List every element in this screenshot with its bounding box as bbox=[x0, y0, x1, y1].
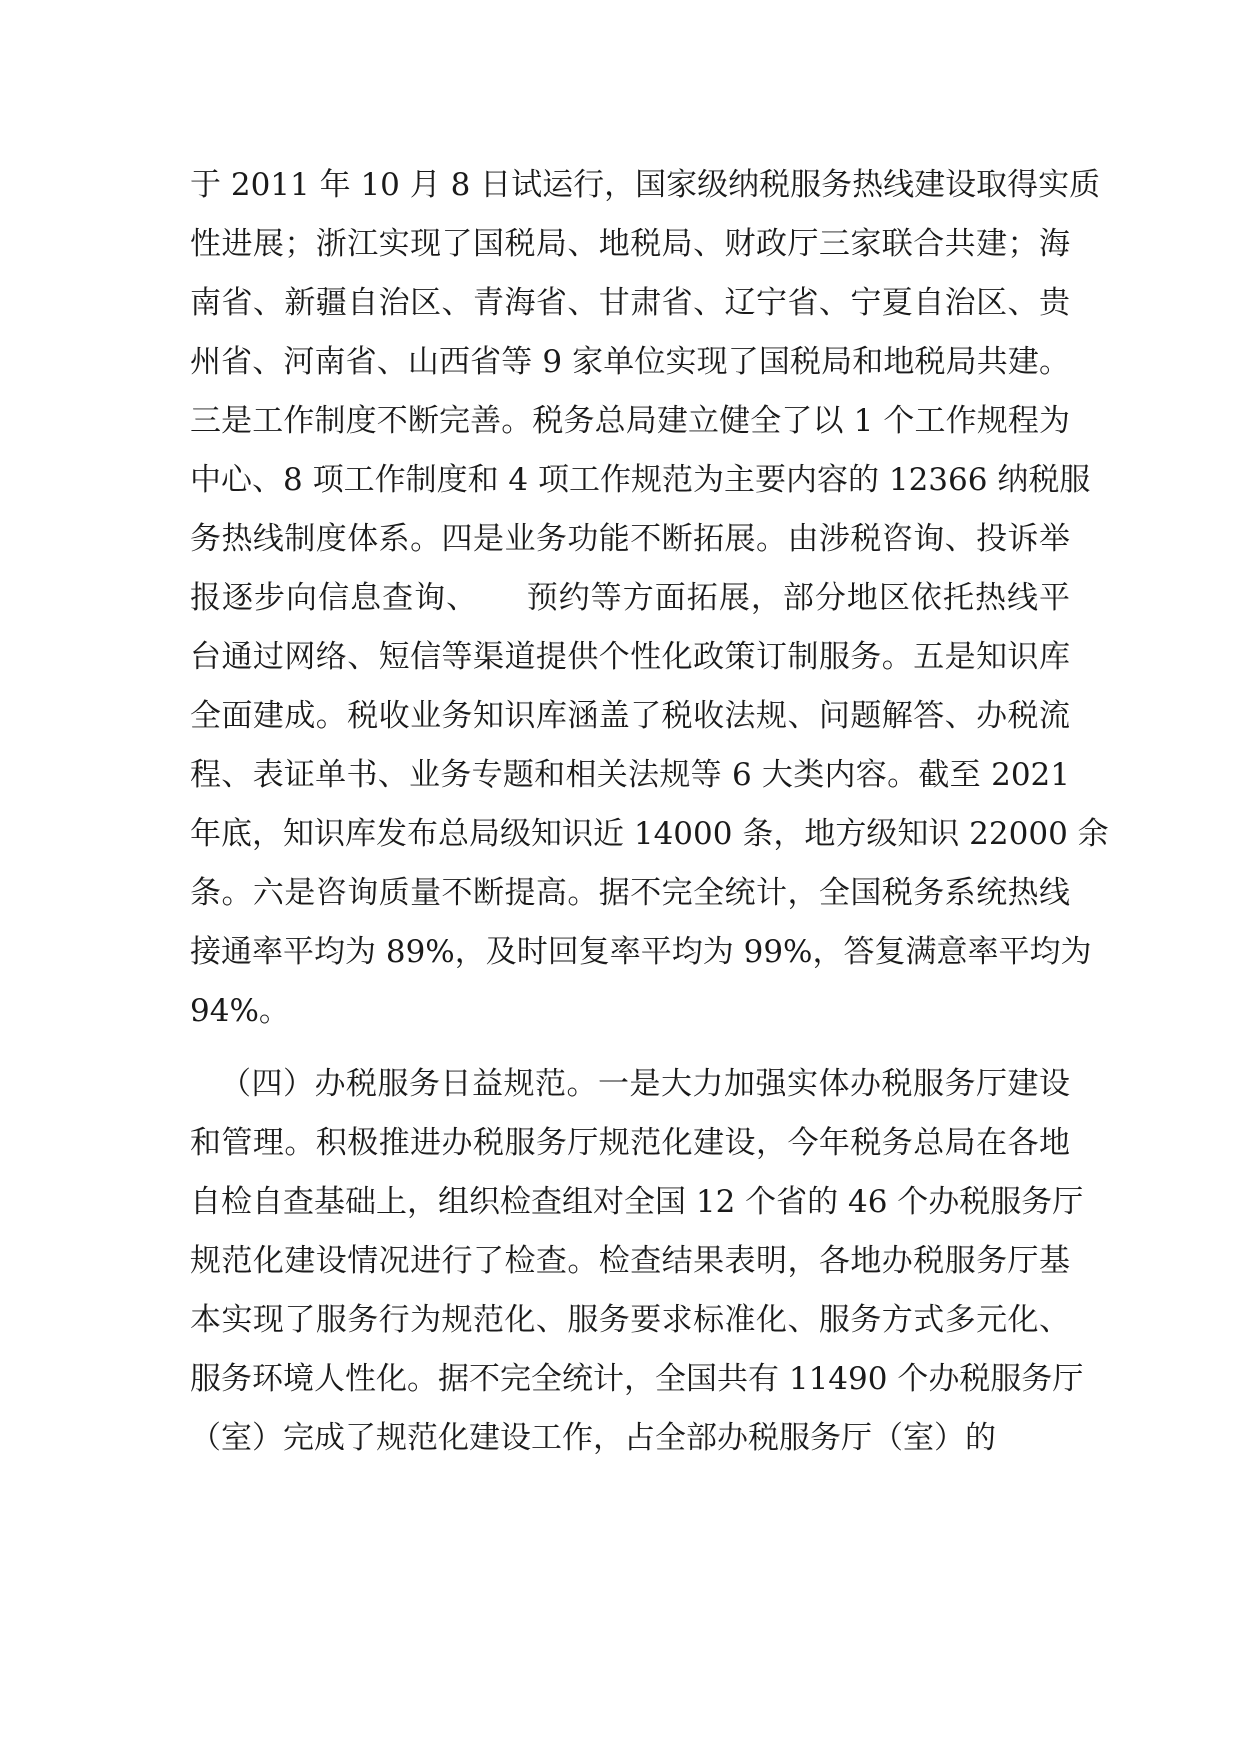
paragraph-line: 三是工作制度不断完善。税务总局建立健全了以 1 个工作规程为 bbox=[190, 403, 1070, 439]
paragraph-line: 条。六是咨询质量不断提高。据不完全统计，全国税务系统热线 bbox=[190, 875, 1070, 911]
paragraph-line: 南省、新疆自治区、青海省、甘肃省、辽宁省、宁夏自治区、贵 bbox=[190, 285, 1070, 321]
paragraph-line: （四）办税服务日益规范。一是大力加强实体办税服务厅建设 bbox=[220, 1066, 1070, 1102]
paragraph-line: （室）完成了规范化建设工作，占全部办税服务厅（室）的 bbox=[190, 1420, 996, 1456]
paragraph-line: 自检自查基础上，组织检查组对全国 12 个省的 46 个办税服务厅 bbox=[190, 1184, 1084, 1220]
paragraph-line: 台通过网络、短信等渠道提供个性化政策订制服务。五是知识库 bbox=[190, 639, 1070, 675]
paragraph-line: 和管理。积极推进办税服务厅规范化建设，今年税务总局在各地 bbox=[190, 1125, 1070, 1161]
paragraph-line: 本实现了服务行为规范化、服务要求标准化、服务方式多元化、 bbox=[190, 1302, 1070, 1338]
paragraph-line: 年底，知识库发布总局级知识近 14000 条，地方级知识 22000 余 bbox=[190, 816, 1109, 852]
paragraph-1 bbox=[190, 156, 1109, 1041]
paragraph-line: 程、表证单书、业务专题和相关法规等 6 大类内容。截至 2021 bbox=[190, 757, 1070, 793]
paragraph-line: 性进展；浙江实现了国税局、地税局、财政厅三家联合共建；海 bbox=[190, 226, 1070, 262]
paragraph-line: 接通率平均为 89%，及时回复率平均为 99%，答复满意率平均为 bbox=[190, 934, 1092, 970]
paragraph-spacer bbox=[190, 1041, 1070, 1055]
paragraph-line: 规范化建设情况进行了检查。检查结果表明，各地办税服务厅基 bbox=[190, 1243, 1070, 1279]
paragraph-line: 全面建成。税收业务知识库涵盖了税收法规、问题解答、办税流 bbox=[190, 698, 1070, 734]
paragraph-2 bbox=[190, 1055, 1084, 1468]
paragraph-line: 中心、8 项工作制度和 4 项工作规范为主要内容的 12366 纳税服 bbox=[190, 462, 1091, 498]
paragraph-line: 务热线制度体系。四是业务功能不断拓展。由涉税咨询、投诉举 bbox=[190, 521, 1070, 557]
paragraph-line: 服务环境人性化。据不完全统计，全国共有 11490 个办税服务厅 bbox=[190, 1361, 1084, 1397]
paragraph-line: 报逐步向信息查询、 预约等方面拓展，部分地区依托热线平 bbox=[190, 580, 1070, 616]
paragraph-line: 94%。 bbox=[190, 993, 290, 1029]
document-body bbox=[190, 156, 1109, 1468]
paragraph-line: 于 2011 年 10 月 8 日试运行，国家级纳税服务热线建设取得实质 bbox=[190, 167, 1101, 203]
paragraph-line: 州省、河南省、山西省等 9 家单位实现了国税局和地税局共建。 bbox=[190, 344, 1070, 380]
